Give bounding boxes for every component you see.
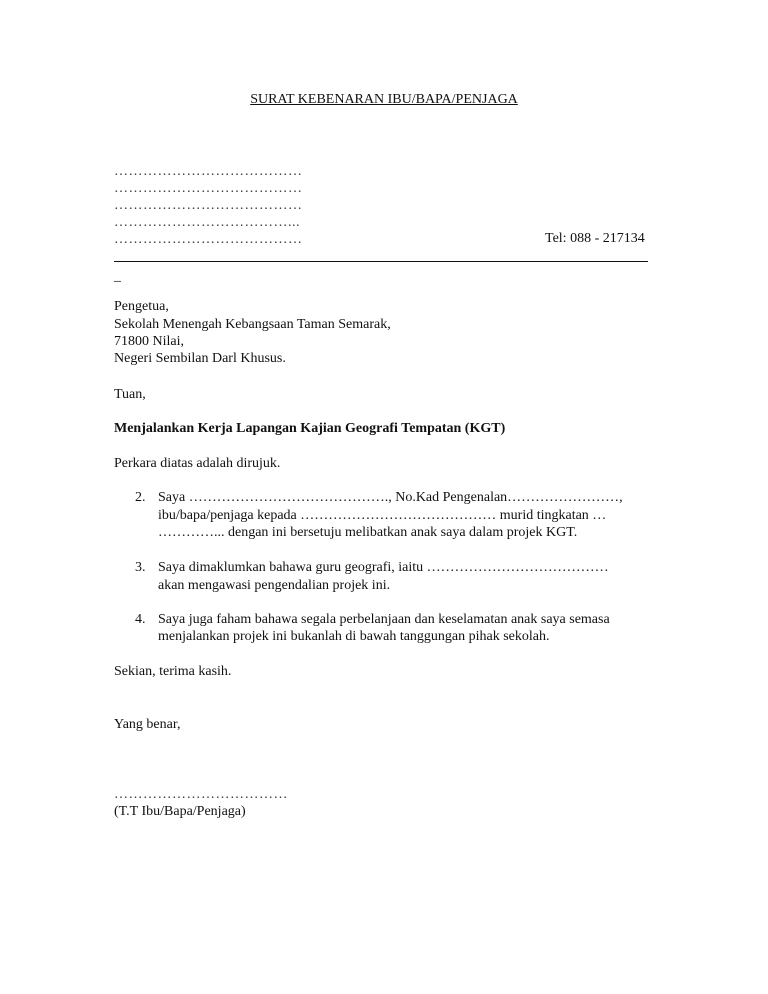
- reference-line: Perkara diatas adalah dirujuk.: [114, 456, 281, 471]
- recipient-line-2: Sekolah Menengah Kebangsaan Taman Semarak,: [114, 317, 391, 332]
- address-dots-line-3: …………………………………: [114, 198, 303, 213]
- signature-dots: ………………………………: [114, 787, 288, 802]
- signature-label: (T.T Ibu/Bapa/Penjaga): [114, 804, 246, 819]
- item-number: 3.: [135, 560, 146, 575]
- item-4-line-2: menjalankan projek ini bukanlah di bawah tanggungan pihak sekolah.: [158, 629, 550, 644]
- address-dots-line-4: ………………………………...: [114, 215, 300, 230]
- item-2-line-3: …………... dengan ini bersetuju melibatkan anak saya dalam projek KGT.: [158, 525, 578, 540]
- item-number: 2.: [135, 490, 146, 505]
- recipient-line-4: Negeri Sembilan Darl Khusus.: [114, 351, 286, 366]
- address-dots-line-1: …………………………………: [114, 164, 303, 179]
- item-3-line-2: akan mengawasi pengendalian projek ini.: [158, 578, 391, 593]
- letter-subject: Menjalankan Kerja Lapangan Kajian Geografi Tempatan (KGT): [114, 421, 506, 436]
- item-3-line-1: Saya dimaklumkan bahawa guru geografi, iaitu …………………………………: [158, 560, 609, 575]
- sign-off: Yang benar,: [114, 717, 181, 732]
- letter-title: SURAT KEBENARAN IBU/BAPA/PENJAGA: [250, 92, 518, 107]
- telephone-number: Tel: 088 - 217134: [545, 231, 645, 246]
- recipient-line-3: 71800 Nilai,: [114, 334, 184, 349]
- header-divider: [114, 261, 648, 262]
- address-dots-line-2: …………………………………: [114, 181, 303, 196]
- item-number: 4.: [135, 612, 146, 627]
- item-2-line-1: Saya ……………………………………., No.Kad Pengenalan……………………,: [158, 490, 623, 505]
- salutation: Tuan,: [114, 387, 146, 402]
- address-dots-line-5: …………………………………: [114, 232, 303, 247]
- divider-dash: _: [114, 269, 121, 284]
- item-2-line-2: ibu/bapa/penjaga kepada …………………………………… murid tingkatan …: [158, 508, 607, 523]
- closing-line: Sekian, terima kasih.: [114, 664, 232, 679]
- recipient-line-1: Pengetua,: [114, 299, 169, 314]
- item-4-line-1: Saya juga faham bahawa segala perbelanjaan dan keselamatan anak saya semasa: [158, 612, 610, 627]
